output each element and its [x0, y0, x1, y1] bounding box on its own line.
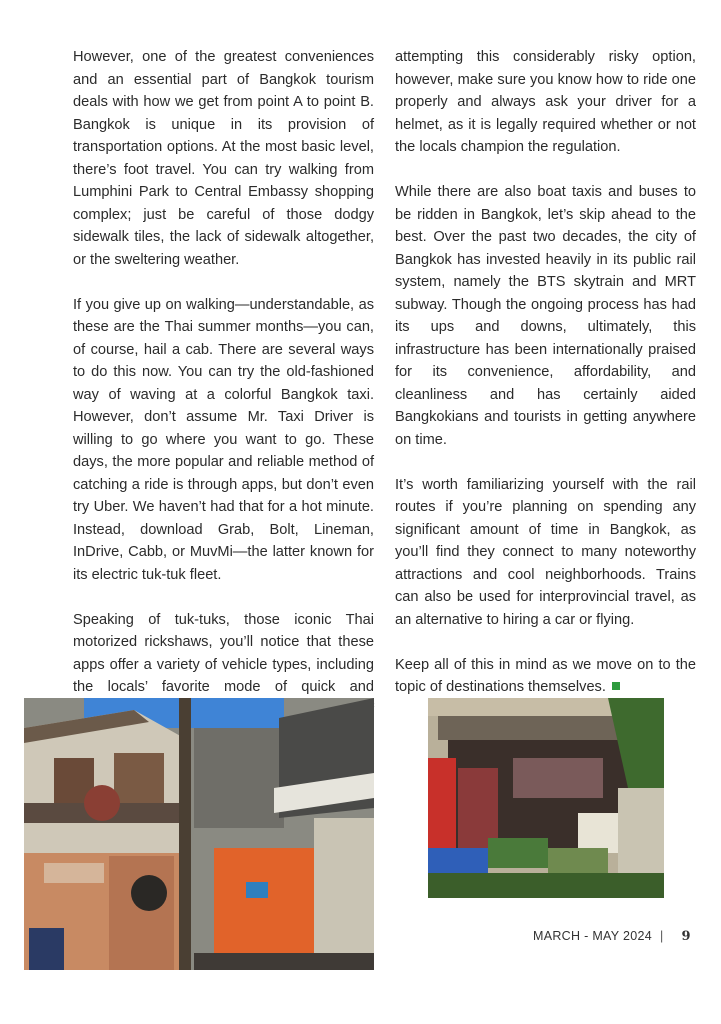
paragraph: Speaking of tuk-tuks, those iconic Thai motorized rickshaws, you’ll notice that these apps offer a variety of vehicle types, including the locals’ favorite mode of quick and — [73, 611, 374, 695]
paragraph: If you give up on walking—understandable, as these are the Thai summer months—you can, of course, hail a cab. There are several ways to do this now. You can try the old-fashioned way of waving at a colorful Bangkok taxi. However, don’t assume Mr. Taxi Driver is willing to go where you want to go. These days, the more popular and reliable method of catching a ride is through apps, but don’t even try Uber. We haven’t had that for a hot minute. Instead, download Grab, Bolt, Lineman, InDrive, Cabb, or MuvMi—the latter known for its electric tuk-tuk fleet. — [73, 296, 374, 583]
end-of-article-mark — [612, 682, 620, 690]
paragraph: However, one of the greatest conveniences and an essential part of Bangkok tourism deals with how we get from point A to point B. Bangkok is unique in its provision of transportation options. At the most basic level, there’s foot travel. You can try walking from Lumphini Park to Central Embassy shopping complex; just be careful of those dodgy sidewalk tiles, the lack of sidewalk altogether, or the sweltering weather. — [73, 49, 374, 268]
article-column-right — [395, 46, 696, 721]
closing-paragraph — [395, 654, 696, 699]
issue-label: MARCH - MAY 2024 — [533, 929, 652, 943]
paragraph: While there are also boat taxis and buses to be ridden in Bangkok, let’s skip ahead to the best. Over the past two decades, the city of Bangkok has invested heavily in its public rail system, namely the BTS skytrain and MRT subway. Though the ongoing process has had its ups and downs, ultimately, this infrastructure has been internationally praised for its convenience, affordability, and cleanliness and has certainly aided Bangkokians and tourists in getting anywhere on time. — [395, 184, 696, 448]
street-photo — [24, 698, 374, 970]
page-number: 9 — [681, 929, 691, 944]
article-column-left — [73, 46, 374, 766]
paragraph: It’s worth familiarizing yourself with the rail routes if you’re planning on spending any significant amount of time in Bangkok, as you’ll find they connect to many noteworthy attractions and cool neighborhoods. Trains can also be used for interprovincial travel, as an alternative to hiring a car or flying. — [395, 476, 696, 628]
shop-photo — [428, 698, 664, 898]
paragraph-text: Keep all of this in mind as we move on to the topic of destinations themselves. — [395, 656, 696, 695]
footer-separator: | — [659, 929, 664, 943]
page-footer — [533, 929, 691, 944]
paragraph: attempting this considerably risky option, however, make sure you know how to ride one properly and always ask your driver for a helmet, as it is legally required whether or not the locals champion the regulation. — [395, 49, 696, 155]
